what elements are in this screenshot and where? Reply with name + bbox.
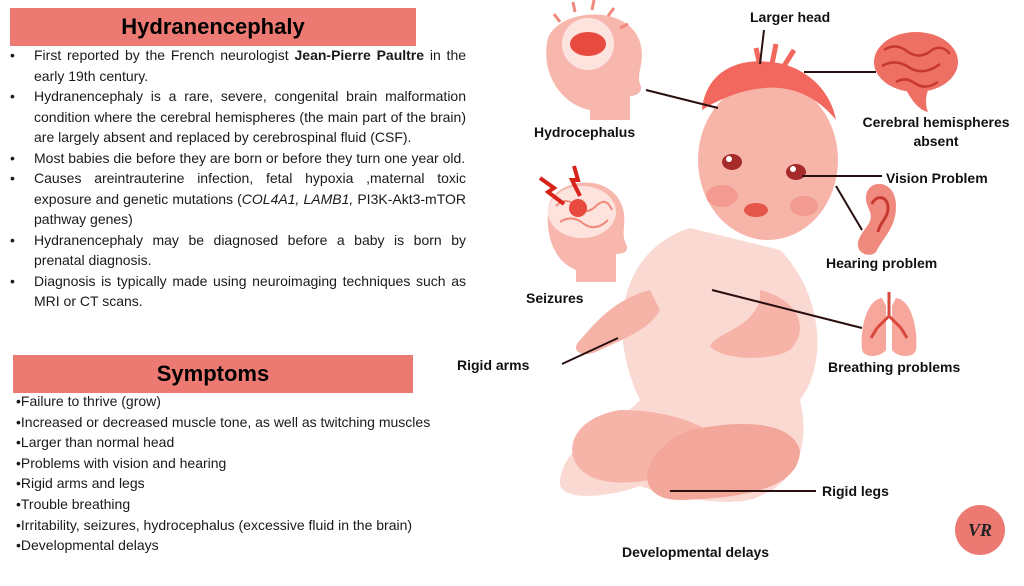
lungs-icon [862, 292, 917, 356]
overview-list [10, 45, 466, 312]
neurologist-name: Jean-Pierre Paultre [294, 47, 425, 63]
label-developmental-delays: Developmental delays [622, 544, 770, 560]
label-rigid-legs: Rigid legs [822, 483, 889, 499]
label-hydrocephalus: Hydrocephalus [534, 124, 636, 140]
label-breathing-problems: Breathing problems [828, 359, 961, 375]
list-item: • Causes areintrauterine infection, fetal hypoxia ,maternal toxic exposure and genetic mutations (COL4A1, LAMB1, PI3K-Akt3-mTOR pathway genes) [10, 170, 466, 227]
label-vision-problem: Vision Problem [886, 170, 988, 186]
symptoms-heading: Symptoms [156, 361, 270, 386]
symptom-item: •Irritability, seizures, hydrocephalus (excessive fluid in the brain) [16, 516, 413, 533]
list-item: • Most babies die before they are born or before they turn one year old. [10, 149, 466, 166]
gene-names: COL4A1, LAMB1, [241, 190, 354, 207]
symptom-item: •Rigid arms and legs [16, 475, 145, 492]
symptom-item: •Failure to thrive (grow) [16, 393, 161, 409]
hydrocephalus-head-icon [546, 0, 642, 120]
list-item: • Diagnosis is typically made using neuroimaging techniques such as MRI or CT scans. [10, 272, 466, 309]
symptom-item: •Increased or decreased muscle tone, as well as twitching muscles [16, 413, 431, 430]
label-rigid-arms: Rigid arms [457, 357, 530, 373]
ear-icon [858, 184, 896, 255]
label-hearing-problem: Hearing problem [826, 255, 938, 271]
symptom-item: •Developmental delays [16, 537, 159, 554]
vr-logo: VR [955, 505, 1005, 555]
seizures-head-icon [540, 166, 627, 282]
list-item: • Hydranencephaly is a rare, severe, congenital brain malformation condition where the cerebral hemispheres (the main part of the brain) are largely absent and replaced by cerebrospinal fluid (CSF). [10, 88, 466, 145]
label-cerebral-hemispheres: Cerebral hemispheres absent [862, 114, 1010, 149]
symptom-item: •Trouble breathing [16, 495, 131, 512]
symptom-item: •Problems with vision and hearing [16, 454, 227, 471]
symptoms-list [16, 391, 476, 556]
label-seizures: Seizures [526, 290, 584, 306]
list-item: • First reported by the French neurologist Jean-Pierre Paultre in the early 19th century. [10, 47, 467, 84]
list-item: • Hydranencephaly may be diagnosed before a baby is born by prenatal diagnosis. [10, 231, 466, 268]
symptom-item: •Larger than normal head [16, 434, 175, 451]
label-larger-head: Larger head [750, 9, 831, 25]
page-title: Hydranencephaly [121, 14, 305, 39]
title-banner [10, 8, 416, 46]
brain-icon [874, 32, 958, 112]
symptoms-banner [13, 355, 413, 393]
